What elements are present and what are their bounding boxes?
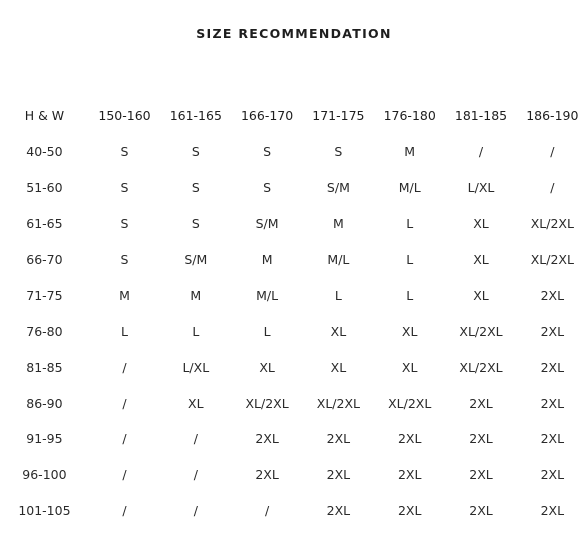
table-cell: L (263, 323, 271, 339)
table-cell: / (193, 467, 198, 483)
table-cell: / (122, 467, 127, 483)
header-cell: 171-175 (312, 108, 365, 124)
table-cell: 101-105 (18, 503, 71, 519)
table-cell: XL (188, 395, 204, 411)
table-row (0, 493, 588, 529)
table-cell: S (120, 216, 129, 232)
table-cell: S (120, 144, 129, 160)
table-cell: 2XL (326, 503, 351, 519)
table-cell: 2XL (326, 467, 351, 483)
table-cell: XL (330, 359, 347, 375)
table-cell: 2XL (397, 467, 422, 483)
table-cell: 2XL (469, 395, 493, 411)
table-cell: 2XL (540, 323, 565, 339)
table-cell: S (191, 216, 200, 232)
table-cell: / (478, 144, 484, 160)
table-cell: 40-50 (26, 144, 63, 160)
table-cell: / (550, 144, 555, 160)
table-cell: M (333, 216, 344, 232)
table-cell: 2XL (540, 503, 565, 519)
table-row (0, 457, 588, 493)
header-cell: 176-180 (383, 108, 436, 124)
table-cell: XL (401, 359, 418, 375)
table-cell: L (192, 323, 200, 339)
table-cell: / (264, 503, 270, 519)
table-cell: S (334, 144, 343, 160)
table-cell: 2XL (469, 431, 493, 447)
table-cell: / (122, 395, 127, 411)
table-header-row (0, 98, 588, 134)
table-cell: L/XL (467, 180, 495, 196)
table-cell: XL/2XL (530, 252, 574, 267)
table-cell: XL/2XL (459, 359, 503, 375)
table-cell: S (263, 180, 272, 196)
header-cell: 150-160 (98, 108, 151, 124)
table-cell: / (193, 503, 198, 519)
table-cell: S (191, 180, 200, 196)
table-cell: M (119, 287, 130, 303)
table-cell: XL (330, 323, 347, 339)
table-cell: 51-60 (26, 180, 63, 196)
table-cell: M (261, 252, 273, 267)
table-cell: 2XL (540, 395, 565, 411)
table-cell: 2XL (326, 431, 351, 447)
table-cell: S/M (326, 180, 350, 196)
table-cell: XL (401, 323, 418, 339)
table-cell: 86-90 (26, 395, 63, 411)
table-cell: / (122, 503, 127, 519)
table-row (0, 349, 588, 385)
table-cell: M (404, 144, 416, 160)
header-cell: 181-185 (454, 108, 508, 124)
table-row (0, 170, 588, 206)
table-cell: 96-100 (22, 467, 67, 483)
table-cell: L (121, 323, 128, 339)
table-cell: S (120, 180, 129, 196)
table-cell: 2XL (540, 359, 565, 375)
table-row (0, 313, 588, 349)
table-row (0, 385, 588, 421)
table-cell: 2XL (469, 467, 493, 483)
table-row (0, 134, 588, 170)
table-cell: S/M (184, 252, 208, 267)
table-cell: 2XL (397, 431, 422, 447)
table-cell: 81-85 (26, 359, 63, 375)
table-cell: M/L (398, 180, 421, 196)
table-cell: 2XL (469, 503, 493, 519)
table-cell: 2XL (540, 467, 565, 483)
table-row (0, 242, 588, 278)
table-cell: XL/2XL (316, 395, 361, 411)
table-cell: / (122, 431, 127, 447)
table-cell: 61-65 (26, 216, 63, 232)
header-cell: 161-165 (169, 108, 222, 124)
table-cell: 2XL (397, 503, 422, 519)
table-cell: XL (473, 216, 489, 232)
table-cell: L (406, 216, 414, 232)
table-cell: 2XL (540, 287, 565, 303)
header-cell: H & W (24, 108, 65, 124)
table-cell: / (193, 431, 198, 447)
table-cell: / (122, 359, 127, 375)
table-cell: M/L (256, 287, 279, 303)
table-cell: L (334, 287, 342, 303)
size-recommendation-table (0, 98, 588, 529)
table-cell: S (191, 144, 200, 160)
table-cell: S (263, 144, 272, 160)
table-cell: XL (473, 287, 489, 303)
table-cell: 2XL (255, 467, 279, 483)
table-cell: 76-80 (26, 323, 63, 339)
table-cell: 2XL (255, 431, 279, 447)
table-cell: S/M (255, 216, 279, 232)
table-cell: XL/2XL (388, 395, 432, 411)
table-cell: 2XL (540, 431, 565, 447)
table-cell: M (190, 287, 202, 303)
header-cell: 166-170 (240, 108, 294, 124)
table-cell: XL (259, 359, 275, 375)
table-cell: L (406, 287, 414, 303)
table-cell: XL/2XL (530, 216, 574, 232)
table-row (0, 277, 588, 313)
header-cell: 186-190 (526, 108, 579, 124)
table-cell: 91-95 (26, 431, 63, 447)
table-cell: L/XL (182, 359, 210, 375)
table-cell: / (550, 180, 555, 196)
table-cell: 66-70 (26, 252, 63, 267)
table-row (0, 206, 588, 242)
page-title: SIZE RECOMMENDATION (196, 26, 392, 41)
table-cell: L (406, 252, 414, 267)
table-cell: M/L (327, 252, 350, 267)
table-cell: XL/2XL (459, 323, 503, 339)
table-cell: 71-75 (26, 287, 63, 303)
table-cell: S (120, 252, 129, 267)
table-cell: XL/2XL (245, 395, 289, 411)
table-cell: XL (473, 252, 489, 267)
table-row (0, 421, 588, 457)
